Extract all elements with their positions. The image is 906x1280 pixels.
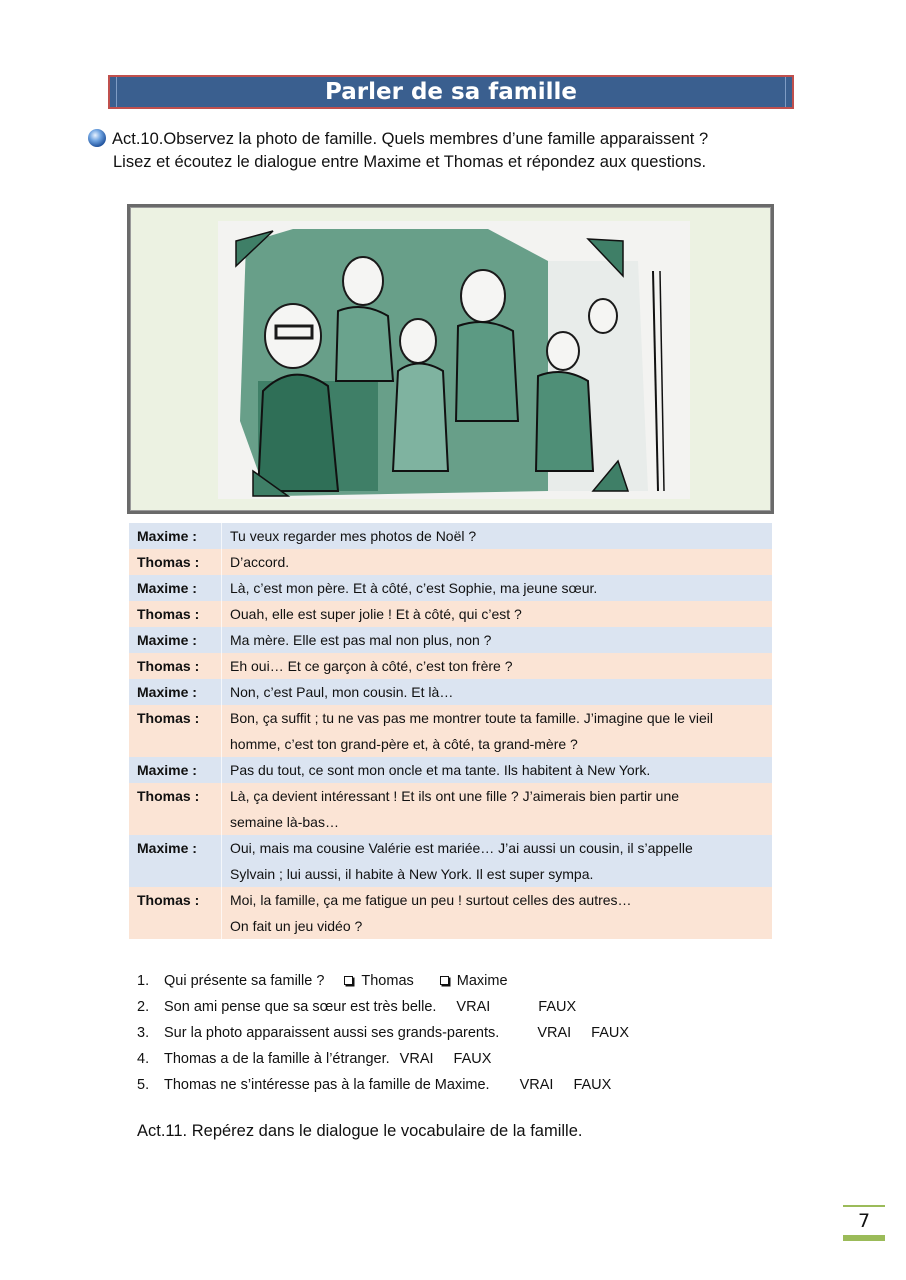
dialogue-text: [222, 783, 773, 835]
family-illustration-icon: [218, 221, 690, 499]
dialogue-text: [222, 835, 773, 887]
question-text: Qui présente sa famille ?: [164, 973, 325, 989]
speaker-label: Thomas :: [129, 601, 222, 627]
option-label: Thomas: [361, 973, 414, 989]
question-number: 5.: [137, 1077, 150, 1093]
dialogue-text: D’accord.: [222, 549, 773, 575]
speaker-label: Thomas :: [129, 653, 222, 679]
option-label: Maxime: [456, 973, 508, 989]
questions-list: [137, 968, 757, 1098]
instruction-line-1: Act.10.Observez la photo de famille. Quels membres d’une famille apparaissent ?: [112, 130, 709, 148]
speaker-label: Thomas :: [129, 705, 222, 757]
question-number: 4.: [137, 1051, 150, 1067]
dialogue-text: Non, c’est Paul, mon cousin. Et là…: [222, 679, 773, 705]
instruction-line-2: Lisez et écoutez le dialogue entre Maxime et Thomas et répondez aux questions.: [113, 153, 707, 171]
dialogue-row: [129, 705, 772, 757]
dialogue-line: homme, c’est ton grand-père et, à côté, ta grand-mère ?: [230, 736, 578, 752]
dialogue-line: semaine là-bas…: [230, 814, 339, 830]
vrai-option[interactable]: VRAI: [456, 999, 491, 1015]
dialogue-table: [129, 523, 772, 939]
dialogue-line: Oui, mais ma cousine Valérie est mariée… J’ai aussi un cousin, il s’appelle: [230, 840, 693, 856]
speaker-label: Maxime :: [129, 835, 222, 887]
question-item: [137, 1072, 757, 1098]
option-maxime[interactable]: [440, 968, 508, 994]
vrai-option[interactable]: VRAI: [519, 1077, 554, 1093]
speaker-label: Thomas :: [129, 887, 222, 939]
activity-10-instruction: [88, 128, 788, 174]
dialogue-text: Ma mère. Elle est pas mal non plus, non ?: [222, 627, 773, 653]
option-thomas[interactable]: [344, 968, 413, 994]
question-number: 2.: [137, 999, 150, 1015]
checkbox-icon[interactable]: [440, 976, 449, 985]
vrai-option[interactable]: VRAI: [537, 1025, 572, 1041]
dialogue-row: [129, 523, 772, 549]
question-item: [137, 968, 757, 994]
dialogue-text: Tu veux regarder mes photos de Noël ?: [222, 523, 773, 549]
speaker-label: Maxime :: [129, 627, 222, 653]
dialogue-row: [129, 549, 772, 575]
dialogue-text: Eh oui… Et ce garçon à côté, c’est ton frère ?: [222, 653, 773, 679]
dialogue-row: [129, 757, 772, 783]
dialogue-text: Là, c’est mon père. Et à côté, c’est Sophie, ma jeune sœur.: [222, 575, 773, 601]
dialogue-row: [129, 783, 772, 835]
dialogue-row: [129, 679, 772, 705]
family-photo-frame: [127, 204, 774, 514]
faux-option[interactable]: FAUX: [453, 1051, 492, 1067]
dialogue-line: Là, ça devient intéressant ! Et ils ont une fille ? J’aimerais bien partir une: [230, 788, 680, 804]
checkbox-icon[interactable]: [344, 976, 353, 985]
dialogue-row: [129, 835, 772, 887]
faux-option[interactable]: FAUX: [538, 999, 577, 1015]
question-text: Thomas ne s’intéresse pas à la famille de Maxime.: [164, 1077, 490, 1093]
family-photo-illustration: [218, 221, 690, 499]
globe-icon[interactable]: [88, 129, 106, 147]
activity-11-instruction: Act.11. Repérez dans le dialogue le vocabulaire de la famille.: [137, 1122, 583, 1140]
faux-option[interactable]: FAUX: [573, 1077, 612, 1093]
dialogue-row: [129, 575, 772, 601]
question-text: Son ami pense que sa sœur est très belle.: [164, 999, 437, 1015]
dialogue-row: [129, 653, 772, 679]
footer-divider-bottom: [843, 1235, 885, 1241]
speaker-label: Thomas :: [129, 783, 222, 835]
page-number-footer: [843, 1205, 885, 1241]
page-title: Parler de sa famille: [325, 79, 577, 105]
question-number: 3.: [137, 1025, 150, 1041]
dialogue-line: Sylvain ; lui aussi, il habite à New York. Il est super sympa.: [230, 866, 594, 882]
dialogue-row: [129, 887, 772, 939]
dialogue-text: [222, 887, 773, 939]
question-text: Thomas a de la famille à l’étranger.: [164, 1051, 390, 1067]
vrai-option[interactable]: VRAI: [399, 1051, 434, 1067]
question-item: [137, 1046, 757, 1072]
dialogue-line: On fait un jeu vidéo ?: [230, 918, 363, 934]
dialogue-text: Pas du tout, ce sont mon oncle et ma tante. Ils habitent à New York.: [222, 757, 773, 783]
dialogue-row: [129, 601, 772, 627]
dialogue-row: [129, 627, 772, 653]
speaker-label: Thomas :: [129, 549, 222, 575]
dialogue-line: Bon, ça suffit ; tu ne vas pas me montrer toute ta famille. J’imagine que le vieil: [230, 710, 713, 726]
question-item: [137, 994, 757, 1020]
question-item: [137, 1020, 757, 1046]
speaker-label: Maxime :: [129, 523, 222, 549]
faux-option[interactable]: FAUX: [591, 1025, 630, 1041]
question-number: 1.: [137, 973, 150, 989]
dialogue-text: [222, 705, 773, 757]
dialogue-text: Ouah, elle est super jolie ! Et à côté, qui c’est ?: [222, 601, 773, 627]
page-number: 7: [857, 1210, 871, 1232]
dialogue-line: Moi, la famille, ça me fatigue un peu ! surtout celles des autres…: [230, 892, 632, 908]
speaker-label: Maxime :: [129, 757, 222, 783]
section-title-banner: [108, 75, 794, 109]
speaker-label: Maxime :: [129, 679, 222, 705]
speaker-label: Maxime :: [129, 575, 222, 601]
question-text: Sur la photo apparaissent aussi ses grands-parents.: [164, 1025, 500, 1041]
